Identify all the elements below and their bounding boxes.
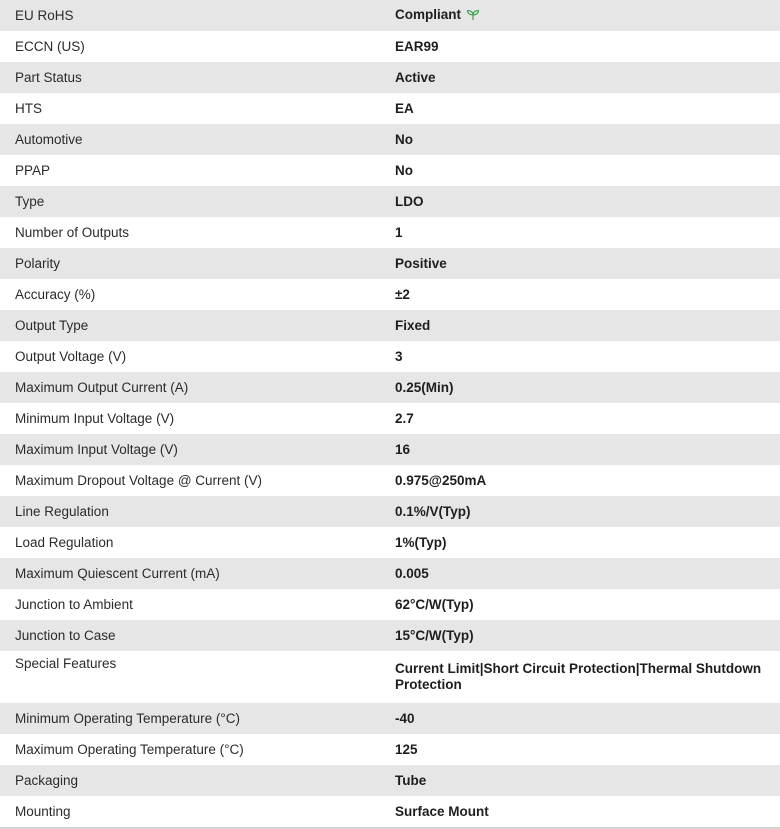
spec-row-max-operating-temperature bbox=[0, 734, 780, 765]
spec-row-output-type bbox=[0, 310, 780, 341]
spec-row-hts bbox=[0, 93, 780, 124]
spec-value: Surface Mount bbox=[395, 803, 489, 819]
spec-row-min-operating-temperature bbox=[0, 703, 780, 734]
spec-value: 16 bbox=[395, 441, 411, 457]
spec-label: Part Status bbox=[15, 69, 82, 85]
spec-row-number-of-outputs bbox=[0, 217, 780, 248]
spec-row-automotive bbox=[0, 124, 780, 155]
spec-value-cell bbox=[393, 0, 780, 31]
spec-label: Special Features bbox=[15, 656, 117, 671]
spec-row-junction-to-case bbox=[0, 620, 780, 651]
spec-value: 1 bbox=[395, 224, 403, 240]
spec-value: EA bbox=[395, 100, 414, 116]
spec-label: ECCN (US) bbox=[15, 38, 85, 54]
spec-label: Maximum Quiescent Current (mA) bbox=[15, 565, 220, 581]
spec-value: 2.7 bbox=[395, 410, 414, 426]
spec-label: Maximum Dropout Voltage @ Current (V) bbox=[15, 472, 263, 488]
spec-value: Current Limit|Short Circuit Protection|Thermal Shutdown Protection bbox=[395, 661, 762, 692]
rohs-leaf-icon bbox=[466, 9, 480, 25]
spec-label: Automotive bbox=[15, 131, 83, 147]
spec-label: Output Voltage (V) bbox=[15, 348, 127, 364]
spec-value: 15°C/W(Typ) bbox=[395, 627, 474, 643]
spec-label: Minimum Input Voltage (V) bbox=[15, 410, 175, 426]
spec-value: Positive bbox=[395, 255, 447, 271]
spec-label: Mounting bbox=[15, 803, 71, 819]
spec-value: Fixed bbox=[395, 317, 431, 333]
spec-value: Compliant bbox=[395, 6, 461, 22]
spec-value: Tube bbox=[395, 772, 427, 788]
spec-label: Accuracy (%) bbox=[15, 286, 96, 302]
spec-row-max-dropout-voltage bbox=[0, 465, 780, 496]
spec-row-load-regulation bbox=[0, 527, 780, 558]
spec-label: Minimum Operating Temperature (°C) bbox=[15, 710, 240, 726]
spec-row-max-input-voltage bbox=[0, 434, 780, 465]
spec-label: PPAP bbox=[15, 162, 51, 178]
spec-row-max-output-current bbox=[0, 372, 780, 403]
spec-row-type bbox=[0, 186, 780, 217]
spec-row-accuracy bbox=[0, 279, 780, 310]
spec-row-line-regulation bbox=[0, 496, 780, 527]
spec-row-max-quiescent-current bbox=[0, 558, 780, 589]
spec-row-ppap bbox=[0, 155, 780, 186]
spec-row-output-voltage bbox=[0, 341, 780, 372]
spec-label: Line Regulation bbox=[15, 503, 109, 519]
spec-label: HTS bbox=[15, 100, 42, 116]
spec-value: 0.1%/V(Typ) bbox=[395, 503, 471, 519]
spec-label: Maximum Operating Temperature (°C) bbox=[15, 741, 244, 757]
spec-row-min-input-voltage bbox=[0, 403, 780, 434]
spec-row-mounting bbox=[0, 796, 780, 828]
spec-label: EU RoHS bbox=[15, 7, 74, 23]
spec-value: 0.975@250mA bbox=[395, 472, 487, 488]
spec-label: Maximum Input Voltage (V) bbox=[15, 441, 178, 457]
spec-row-eccn bbox=[0, 31, 780, 62]
spec-label: Polarity bbox=[15, 255, 61, 271]
spec-label: Junction to Ambient bbox=[15, 596, 133, 612]
spec-value: No bbox=[395, 162, 413, 178]
spec-label: Load Regulation bbox=[15, 534, 114, 550]
spec-row-special-features bbox=[0, 651, 780, 703]
spec-value: -40 bbox=[395, 710, 415, 726]
spec-row-part-status bbox=[0, 62, 780, 93]
spec-value: No bbox=[395, 131, 413, 147]
spec-value: ±2 bbox=[395, 286, 410, 302]
spec-label: Junction to Case bbox=[15, 627, 116, 643]
spec-label: Output Type bbox=[15, 317, 89, 333]
spec-value: 0.005 bbox=[395, 565, 429, 581]
spec-value: Active bbox=[395, 69, 436, 85]
spec-label: Type bbox=[15, 193, 45, 209]
spec-value: 125 bbox=[395, 741, 418, 757]
spec-label: Packaging bbox=[15, 772, 79, 788]
spec-value: LDO bbox=[395, 193, 424, 209]
spec-row-polarity bbox=[0, 248, 780, 279]
spec-value: 62°C/W(Typ) bbox=[395, 596, 474, 612]
spec-row-eu-rohs bbox=[0, 0, 780, 31]
spec-row-packaging bbox=[0, 765, 780, 796]
spec-label: Number of Outputs bbox=[15, 224, 130, 240]
spec-row-junction-to-ambient bbox=[0, 589, 780, 620]
spec-value: EAR99 bbox=[395, 38, 439, 54]
spec-value: 1%(Typ) bbox=[395, 534, 447, 550]
spec-value: 0.25(Min) bbox=[395, 379, 454, 395]
spec-label: Maximum Output Current (A) bbox=[15, 379, 189, 395]
spec-value: 3 bbox=[395, 348, 403, 364]
